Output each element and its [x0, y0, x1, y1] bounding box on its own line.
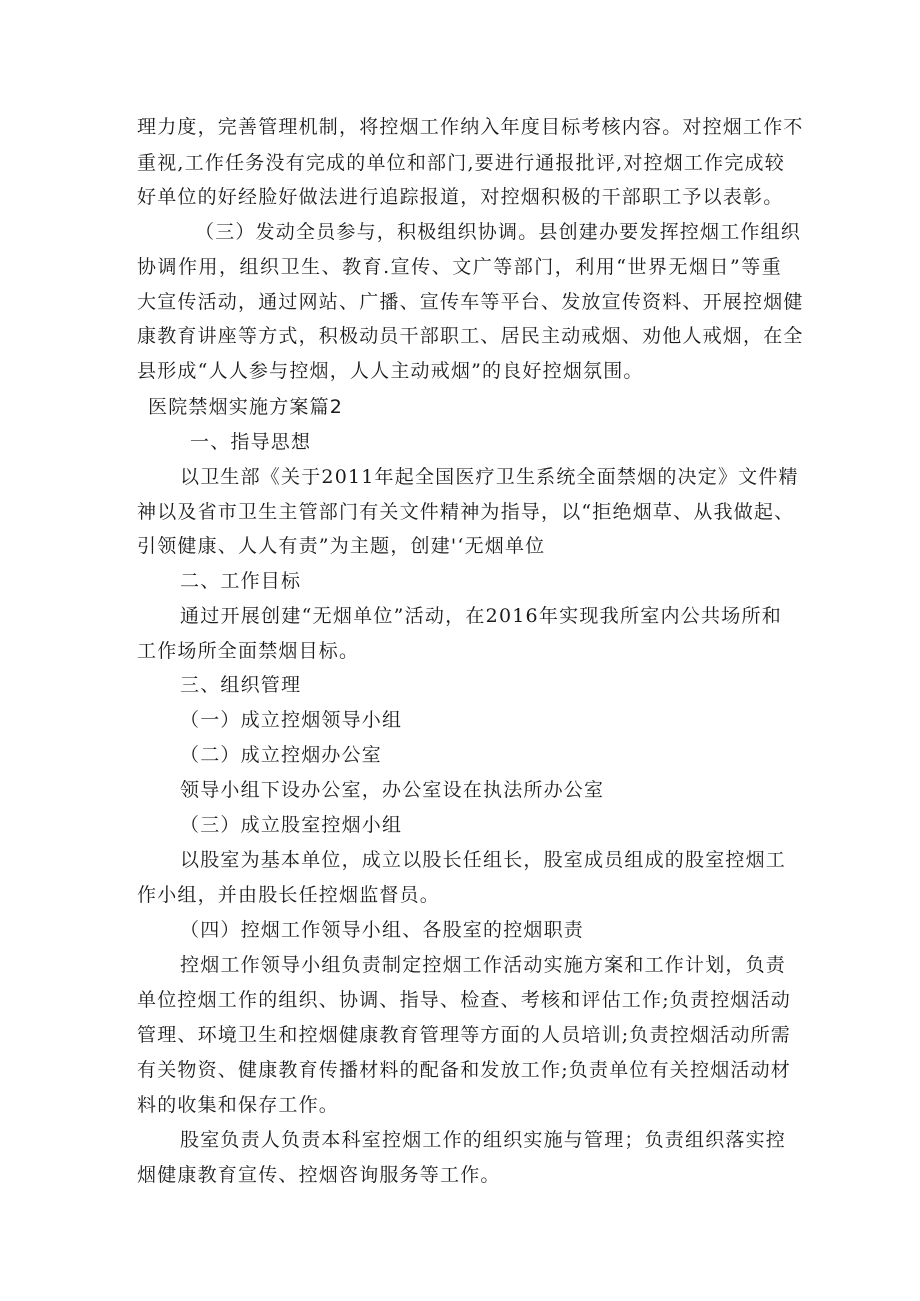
paragraph-line: 引领健康、人人有责”为主题，创建'‘无烟单位 — [137, 535, 546, 557]
paragraph-line: 领导小组下设办公室，办公室设在执法所办公室 — [180, 779, 605, 801]
paragraph-line: 以卫生部《关于2011年起全国医疗卫生系统全面禁烟的决定》文件精 — [180, 466, 799, 488]
paragraph-line: 重视,工作任务没有完成的单位和部门,要进行通报批评,对控烟工作完成较 — [137, 152, 785, 174]
paragraph-line: 控烟工作领导小组负责制定控烟工作活动实施方案和工作计划，负责 — [180, 954, 787, 976]
paragraph-line: 单位控烟工作的组织、协调、指导、检查、考核和评估工作;负责控烟活动 — [137, 989, 792, 1011]
paragraph-line: 通过开展创建“无烟单位”活动，在2016年实现我所室内公共场所和 — [180, 605, 782, 627]
subsection-heading: （一）成立控烟领导小组 — [180, 709, 403, 731]
paragraph-line: 好单位的好经脸好做法进行追踪报道，对控烟积极的干部职工予以表彰。 — [137, 186, 784, 208]
paragraph-line: 康教育讲座等方式，积极动员干部职工、居民主动戒烟、劝他人戒烟，在全 — [137, 325, 804, 347]
paragraph-line: 县形成“人人参与控烟，人人主动戒烟”的良好控烟氛围。 — [137, 360, 644, 382]
paragraph-line: 理力度，完善管理机制，将控烟工作纳入年度目标考核内容。对控烟工作不 — [137, 116, 804, 138]
paragraph-line: 有关物资、健康教育传播材料的配备和发放工作;负责单位有关控烟活动材 — [137, 1059, 792, 1081]
section-title: 医院禁烟实施方案篇2 — [148, 396, 344, 418]
paragraph-line: 大宣传活动，通过网站、广播、宣传车等平台、发放宣传资料、开展控烟健 — [137, 291, 804, 313]
paragraph-line: 料的收集和保存工作。 — [137, 1094, 340, 1116]
paragraph-line: 工作场所全面禁烟目标。 — [137, 640, 360, 662]
section-heading: 二、工作目标 — [180, 570, 302, 592]
paragraph-line: 烟健康教育宣传、控烟咨询服务等工作。 — [137, 1164, 501, 1186]
paragraph-line: 神以及省市卫生主管部门有关文件精神为指导，以“拒绝烟草、从我做起、 — [137, 501, 795, 523]
paragraph-line: 协调作用，组织卫生、教育.宣传、文广等部门，利用“世界无烟日”等重 — [137, 256, 782, 278]
subsection-heading: （二）成立控烟办公室 — [180, 744, 383, 766]
subsection-heading: （三）成立股室控烟小组 — [180, 814, 403, 836]
section-heading: 一、指导思想 — [190, 431, 312, 453]
subsection-heading: （四）控烟工作领导小组、各股室的控烟职责 — [180, 919, 585, 941]
paragraph-line: 以股室为基本单位，成立以股长任组长，股室成员组成的股室控烟工 — [180, 849, 787, 871]
paragraph-line: 管理、环境卫生和控烟健康教育管理等方面的人员培训;负责控烟活动所需 — [137, 1024, 792, 1046]
paragraph-line: 作小组，并由股长任控烟监督员。 — [137, 884, 441, 906]
paragraph-line: （三）发动全员参与，积极组织协调。县创建办要发挥控烟工作组织 — [195, 221, 802, 243]
paragraph-line: 股室负责人负责本科室控烟工作的组织实施与管理；负责组织落实控 — [180, 1129, 787, 1151]
section-heading: 三、组织管理 — [180, 674, 302, 696]
